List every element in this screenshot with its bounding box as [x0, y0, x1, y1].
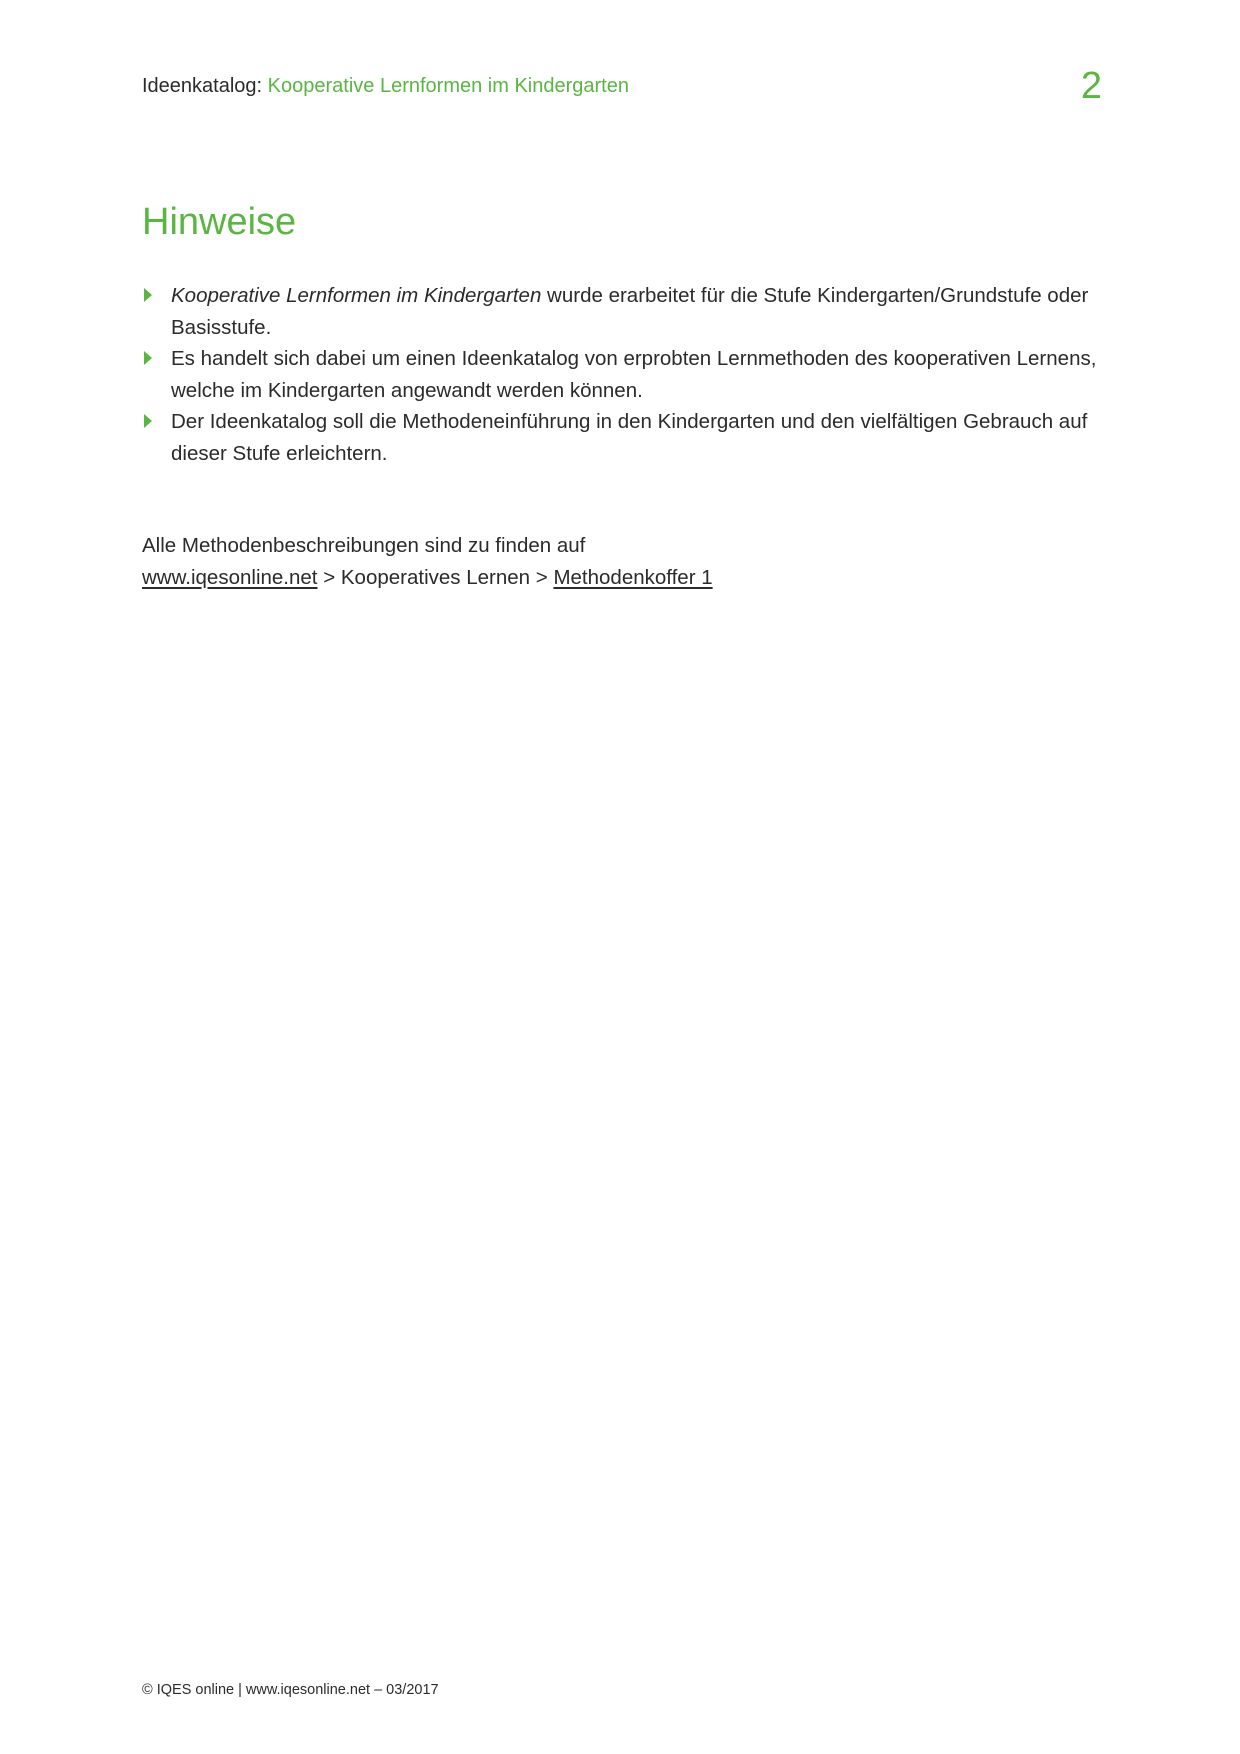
path-separator: >: [530, 565, 554, 589]
iqesonline-link[interactable]: www.iqesonline.net: [142, 565, 318, 589]
note-emphasis: Kooperative Lernformen im Kindergarten: [171, 284, 542, 307]
note-text: Es handelt sich dabei um einen Ideenkatalog von erprobten Lernmethoden des kooperativen Lernens, welche im Kindergarten angewandt werden können.: [171, 347, 1097, 402]
section-title: Hinweise: [142, 201, 297, 243]
reference-block: [142, 530, 1102, 593]
list-item: [142, 343, 1102, 406]
path-item-kooperatives-lernen: Kooperatives Lernen: [340, 565, 531, 589]
path-separator: >: [317, 565, 341, 589]
note-text: Der Ideenkatalog soll die Methodeneinführung in den Kindergarten und den vielfältigen Gebrauch auf dieser Stufe erleichtern.: [171, 410, 1088, 465]
document-label: Ideenkatalog:: [142, 75, 263, 97]
note-text: wurde erarbeitet für die Stufe Kindergarten/Grundstufe oder Basisstufe.: [171, 284, 1089, 339]
triangle-right-icon: [144, 288, 152, 302]
document-subject: Kooperative Lernformen im Kindergarten: [267, 75, 629, 97]
notes-list: [142, 280, 1102, 469]
list-item: [142, 280, 1102, 343]
reference-intro: Alle Methodenbeschreibungen sind zu finden auf: [142, 534, 586, 557]
page-header: [142, 65, 1102, 112]
methodenkoffer-link[interactable]: Methodenkoffer 1: [553, 565, 713, 589]
triangle-right-icon: [144, 414, 152, 428]
reference-path: [142, 562, 1102, 594]
page-number: 2: [1080, 65, 1102, 107]
document-title: [142, 74, 629, 98]
list-item: [142, 406, 1102, 469]
page-footer: © IQES online | www.iqesonline.net – 03/2017: [142, 1682, 439, 1698]
triangle-right-icon: [144, 351, 152, 365]
